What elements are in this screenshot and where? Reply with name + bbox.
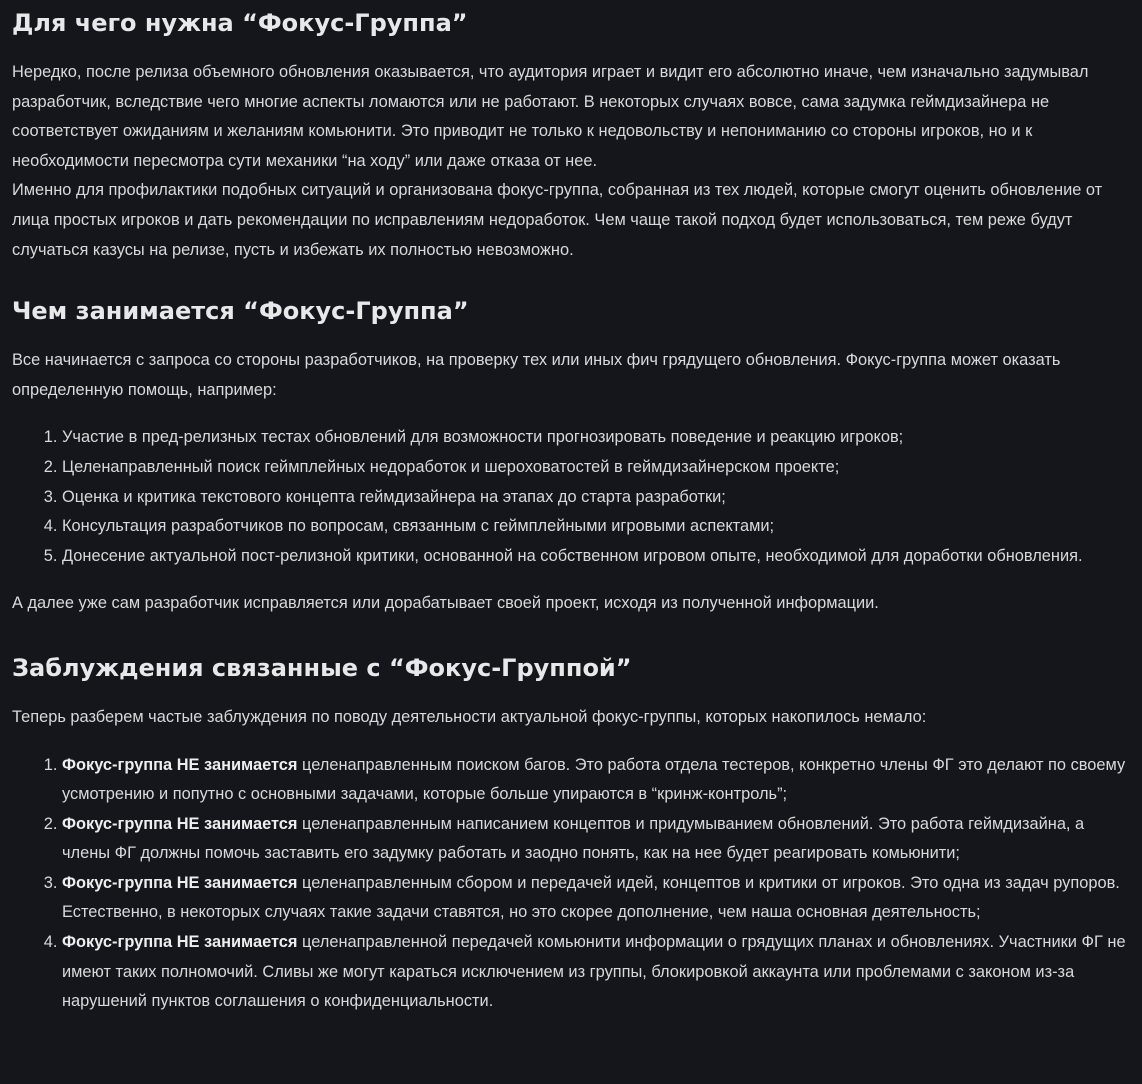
- activities-intro: Все начинается с запроса со стороны разработчиков, на проверку тех или иных фич грядущего обновления. Фокус-группа может оказать определенную помощь, например:: [12, 351, 1061, 399]
- activities-list-item: 2. Целенаправленный поиск геймплейных недоработок и шероховатостей в геймдизайнерском проекте;: [62, 453, 1130, 483]
- activities-list-item: 4. Консультация разработчиков по вопросам, связанным с геймплейными игровыми аспектами;: [62, 512, 1130, 542]
- activities-list: [12, 423, 1130, 571]
- purpose-paragraph-1: Нередко, после релиза объемного обновления оказывается, что аудитория играет и видит его абсолютно иначе, чем изначально задумывал разработчик, вследствие чего многие аспекты ломаются или не работают. В некоторых случаях вовсе, сама задумка геймдизайнера не соответствует ожиданиям и желаниям комьюнити. Это приводит не только к недовольству и непониманию со стороны игроков, но и к необходимости пересмотра сути механики “на ходу” или даже отказа от нее.: [12, 63, 1089, 170]
- misconceptions-list: [12, 751, 1130, 1017]
- misconception-text: целенаправленным написанием концептов и придумыванием обновлений. Это работа геймдизайна, а члены ФГ должны помочь заставить его задумку работать и заодно понять, как на нее будет реагировать комьюнити;: [62, 814, 1085, 863]
- misconception-text: целенаправленной передачей комьюнити информации о грядущих планах и обновлениях. Участники ФГ не имеют таких полномочий. Сливы же могут караться исключением из группы, блокировкой аккаунта или проблемами с законом из-за нарушений пунктов соглашения о конфиденциальности.: [62, 933, 1126, 1011]
- purpose-paragraph-2: Именно для профилактики подобных ситуаций и организована фокус-группа, собранная из тех людей, которые смогут оценить обновление от лица простых игроков и дать рекомендации по исправлениям недоработок. Чем чаще такой подход будет использоваться, тем реже будут случаться казусы на релизе, пусть и избежать их полностью невозможно.: [12, 181, 1103, 259]
- misconception-bold-lead: Фокус-группа НЕ занимается: [62, 873, 298, 892]
- section-title-misconceptions: Заблуждения связанные с “Фокус-Группой”: [12, 653, 632, 682]
- misconception-text: целенаправленным поиском багов. Это работа отдела тестеров, конкретно члены ФГ это делают по своему усмотрению и попутно с основными задачами, которые больше упираются в “кринж-контроль”;: [62, 755, 1126, 804]
- section-title-purpose: Для чего нужна “Фокус-Группа”: [12, 9, 468, 37]
- misconceptions-list-item: [62, 869, 1130, 928]
- misconception-bold-lead: Фокус-группа НЕ занимается: [62, 755, 298, 774]
- activities-outro: А далее уже сам разработчик исправляется или дорабатывает своей проект, исходя из полученной информации.: [12, 594, 879, 613]
- activities-list-item: 3. Оценка и критика текстового концепта геймдизайнера на этапах до старта разработки;: [62, 483, 1130, 513]
- misconception-bold-lead: Фокус-группа НЕ занимается: [62, 933, 298, 952]
- misconception-text: целенаправленным сбором и передачей идей, концептов и критики от игроков. Это одна из задач рупоров. Естественно, в некоторых случаях такие задачи ставятся, но это скорее дополнение, чем наша основная деятельность;: [62, 873, 1120, 922]
- activities-list-item: 1. Участие в пред-релизных тестах обновлений для возможности прогнозировать поведение и реакцию игроков;: [62, 423, 1130, 453]
- misconception-bold-lead: Фокус-группа НЕ занимается: [62, 814, 298, 833]
- misconceptions-list-item: [62, 751, 1130, 810]
- misconceptions-list-item: [62, 810, 1130, 869]
- section-title-activities: Чем занимается “Фокус-Группа”: [12, 297, 469, 326]
- misconceptions-intro: Теперь разберем частые заблуждения по поводу деятельности актуальной фокус-группы, которых накопилось немало:: [12, 707, 927, 726]
- misconceptions-list-item: [62, 928, 1130, 1017]
- activities-list-item: 5. Донесение актуальной пост-релизной критики, основанной на собственном игровом опыте, необходимой для доработки обновления.: [62, 542, 1130, 572]
